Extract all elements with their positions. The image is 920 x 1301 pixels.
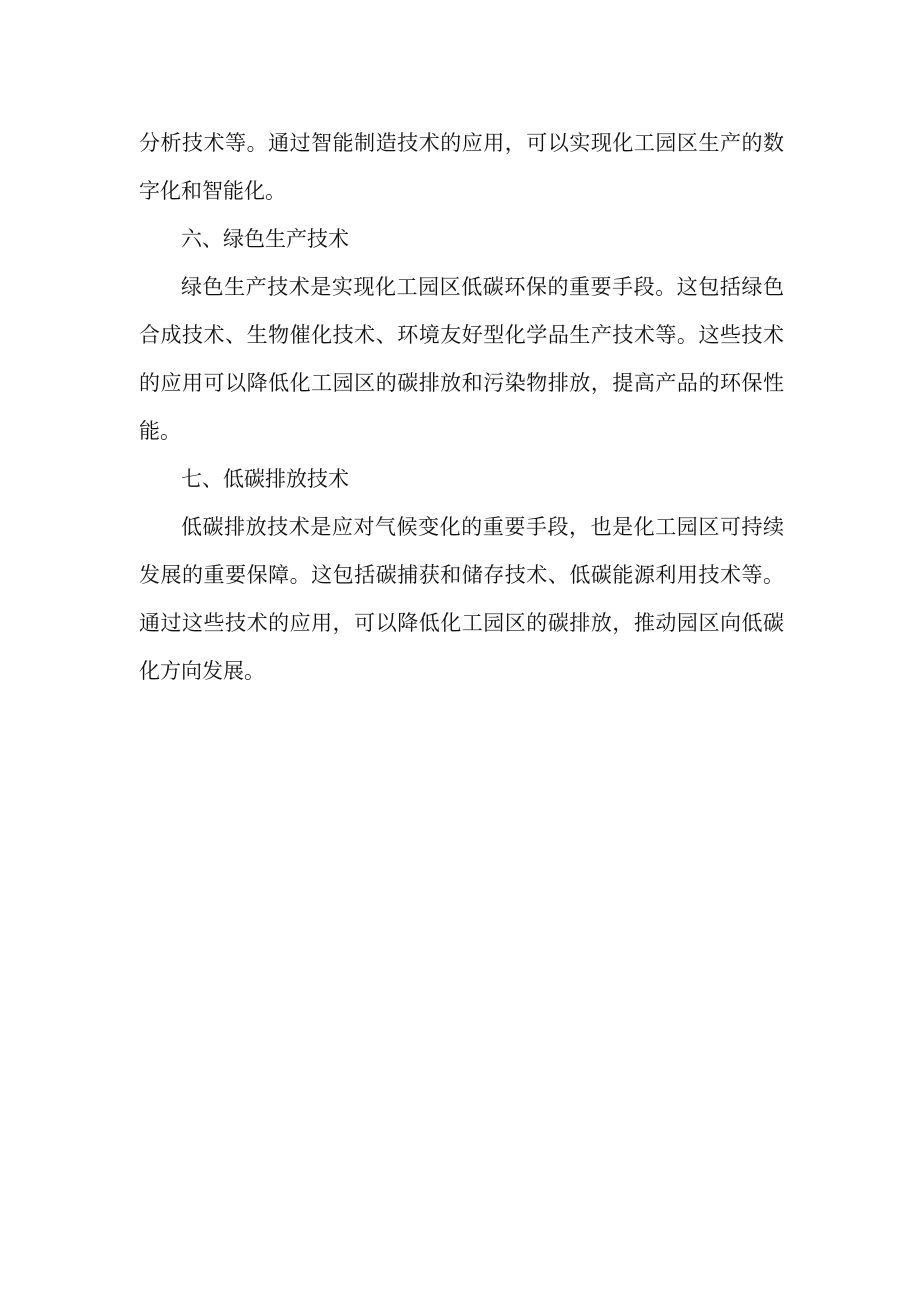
paragraph-low-carbon: 低碳排放技术是应对气候变化的重要手段，也是化工园区可持续发展的重要保障。这包括碳捕获和储存技术、低碳能源利用技术等。通过这些技术的应用，可以降低化工园区的碳排放，推动园区向低碳化方向发展。 — [139, 515, 784, 683]
paragraph-continuation: 分析技术等。通过智能制造技术的应用，可以实现化工园区生产的数字化和智能化。 — [139, 131, 784, 203]
paragraph-green-production: 绿色生产技术是实现化工园区低碳环保的重要手段。这包括绿色合成技术、生物催化技术、环境友好型化学品生产技术等。这些技术的应用可以降低化工园区的碳排放和污染物排放，提高产品的环保性能。 — [139, 275, 784, 443]
document-body — [139, 119, 784, 695]
section-heading-green-production: 六、绿色生产技术 — [181, 227, 349, 251]
section-heading-low-carbon: 七、低碳排放技术 — [181, 467, 349, 491]
